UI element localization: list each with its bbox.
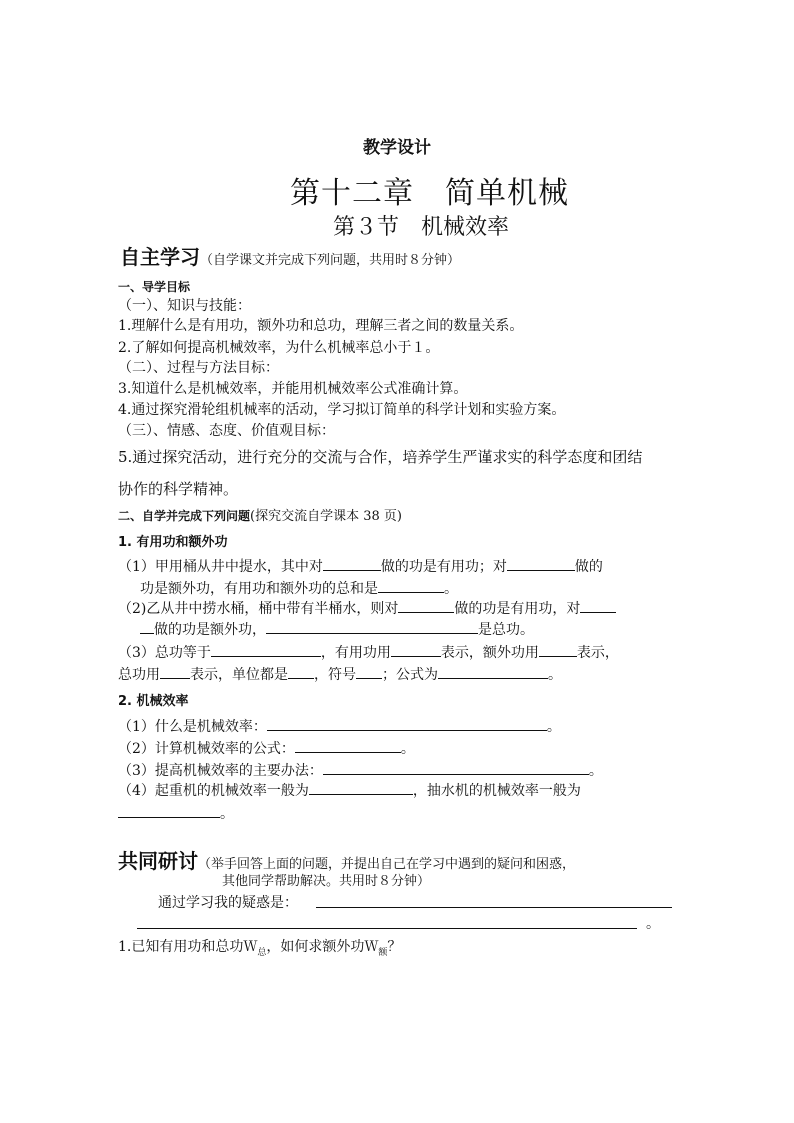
q1-text-c: 做的: [574, 559, 603, 575]
q1-text-d: 功是额外功，有用功和额外功的总和是: [140, 581, 378, 597]
q3-blank-4[interactable]: [160, 665, 190, 679]
question-3-line-2: [118, 665, 562, 685]
goal-item-4: 4.通过探究滑轮组机械率的活动，学习拟订简单的科学计划和实验方案。: [118, 402, 566, 418]
e1-period: 。: [546, 719, 561, 735]
q1-text-b: 做的功是有用功；对: [380, 559, 507, 575]
goal-item-5-line-1: 5.通过探究活动，进行充分的交流与合作，培养学生严谨求实的科学态度和团结: [118, 448, 643, 466]
q3-blank-2[interactable]: [391, 643, 441, 657]
e3-blank[interactable]: [323, 761, 589, 775]
part2-heading-note: (探究交流自学课本 38 页): [250, 509, 402, 524]
e4-blank-1[interactable]: [309, 781, 413, 795]
q3-blank-1[interactable]: [211, 643, 321, 657]
self-study-heading: 自主学习: [120, 245, 200, 269]
sub1-title: 1. 有用功和额外功: [118, 535, 228, 550]
e2-text: （2）计算机械效率的公式：: [118, 741, 295, 757]
q2-blank-3[interactable]: [266, 620, 478, 634]
self-study-header: [120, 241, 460, 270]
q1-blank-1[interactable]: [323, 557, 381, 571]
efficiency-q2: [118, 739, 415, 759]
q3-blank-5[interactable]: [288, 665, 314, 679]
doubt-line-2[interactable]: [137, 928, 637, 929]
q3-blank-6[interactable]: [356, 665, 382, 679]
chapter-title: 第十二章 简单机械: [290, 176, 569, 211]
goal-item-1: 1.理解什么是有用功，额外功和总功，理解三者之间的数量关系。: [118, 318, 524, 334]
e3-period: 。: [588, 763, 603, 779]
q1-text-a: （1）甲用桶从井中提水，其中对: [118, 559, 323, 575]
q3-text-i: 。: [548, 667, 562, 683]
e4-blank-2[interactable]: [118, 804, 220, 818]
q3-text-a: （3）总功等于: [118, 645, 211, 661]
goal-group-3: （三）、情感、态度、价值观目标：: [118, 423, 335, 439]
joint-study-note-line-1: （举手回答上面的问题，并提出自己在学习中遇到的疑问和困惑，: [198, 857, 576, 872]
q2-blank-1[interactable]: [398, 599, 454, 613]
e2-blank[interactable]: [295, 739, 401, 753]
jq1-mid: ，如何求额外功Ｗ: [266, 939, 379, 955]
goal-item-5-line-2: 协作的科学精神。: [118, 480, 239, 498]
section-title: 第３节 机械效率: [333, 215, 510, 240]
efficiency-q3: [118, 761, 603, 781]
jq1-prefix: 1.已知有用功和总功Ｗ: [118, 939, 258, 955]
q3-text-e: 总功用: [118, 667, 160, 683]
jq1-end: ？: [387, 939, 402, 955]
part2-heading: 二、自学并完成下列问题: [118, 509, 251, 523]
joint-question-1: [118, 937, 401, 963]
question-3-line-1: [118, 643, 619, 663]
goal-group-1: （一）、知识与技能：: [118, 298, 251, 314]
joint-study-note-line-2: 其他同学帮助解决。共用时８分钟）: [222, 874, 431, 889]
q2-text-d: 是总功。: [478, 622, 534, 638]
doubt-period: 。: [646, 916, 660, 932]
question-1-line-1: [118, 557, 603, 577]
e3-text: （3）提高机械效率的主要办法：: [118, 763, 323, 779]
q3-text-g: ，符号: [314, 667, 356, 683]
e4-period: 。: [220, 806, 234, 822]
q3-blank-3[interactable]: [539, 643, 577, 657]
e2-period: 。: [400, 741, 415, 757]
goal-group-2: （二）、过程与方法目标：: [118, 360, 279, 376]
e4-text-a: （4）起重机的机械效率一般为: [118, 783, 309, 799]
q2-blank-2-cont[interactable]: [140, 620, 154, 634]
q3-text-c: 表示，额外功用: [440, 645, 539, 661]
q1-blank-3[interactable]: [378, 579, 444, 593]
q1-blank-2[interactable]: [507, 557, 575, 571]
self-study-note: （自学课文并完成下列问题，共用时８分钟）: [200, 253, 461, 268]
efficiency-q4-line-1: [118, 781, 581, 801]
part2-header: [118, 505, 402, 524]
q2-text-b: 做的功是有用功，对: [454, 601, 581, 617]
design-title: 教学设计: [363, 138, 431, 158]
q3-blank-7[interactable]: [438, 665, 548, 679]
jq1-sub-total: 总: [257, 947, 267, 958]
q3-text-b: ，有用功用: [320, 645, 391, 661]
jq1-sub-extra: 额: [378, 947, 388, 958]
joint-study-heading: 共同研讨: [118, 849, 198, 873]
goal-item-2: 2.了解如何提高机械效率，为什么机械率总小于１。: [118, 340, 440, 356]
q3-text-d: 表示，: [576, 645, 619, 661]
q2-text-a: （2)乙从井中捞水桶，桶中带有半桶水，则对: [118, 601, 399, 617]
e1-blank[interactable]: [267, 717, 547, 731]
q1-text-e: 。: [444, 581, 458, 597]
e4-text-b: ，抽水机的机械效率一般为: [412, 783, 581, 799]
question-2-line-1: [118, 599, 616, 619]
doubt-line-1[interactable]: [316, 907, 672, 908]
goals-heading: 一、导学目标: [118, 280, 191, 294]
sub2-title: 2. 机械效率: [118, 694, 189, 709]
question-1-line-2: [140, 579, 458, 599]
question-2-line-2: [140, 620, 534, 640]
q3-text-h: ；公式为: [382, 667, 438, 683]
q3-text-f: 表示，单位都是: [190, 667, 288, 683]
q2-text-c: 做的功是额外功，: [154, 622, 266, 638]
doubt-label: 通过学习我的疑惑是：: [158, 895, 298, 911]
q2-blank-2[interactable]: [580, 599, 616, 613]
efficiency-q4-line-2: [118, 804, 234, 824]
e1-text: （1）什么是机械效率：: [118, 719, 267, 735]
goal-item-3: 3.知道什么是机械效率，并能用机械效率公式准确计算。: [118, 381, 468, 397]
efficiency-q1: [118, 717, 561, 737]
